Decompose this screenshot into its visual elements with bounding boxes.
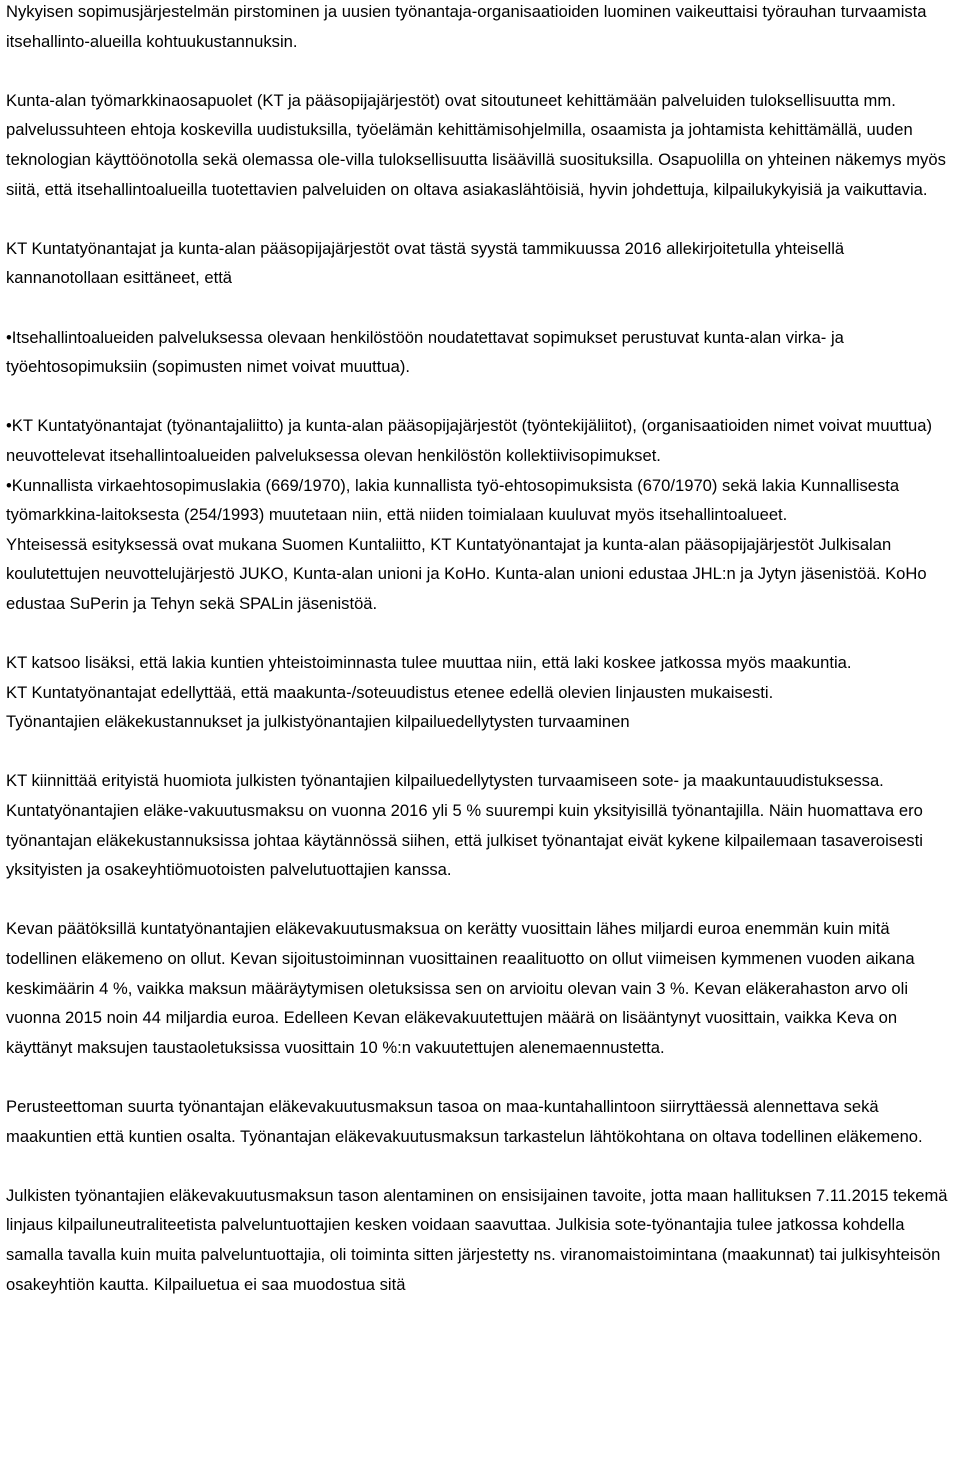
paragraph-lower-contribution: Perusteettoman suurta työnantajan eläkevakuutusmaksun tasoa on maa-kuntahallintoon siirryttäessä alennettava sekä maakuntien että kuntien osalta. Työnantajan eläkevakuutusmaksun tarkastelun lähtökohtana on oltava todellinen eläkemeno. <box>6 1096 923 1146</box>
paragraph-intro: Nykyisen sopimusjärjestelmän pirstominen ja uusien työnantaja-organisaatioiden luominen vaikeuttaisi työrauhan turvaamista itsehallinto-alueilla kohtuukustannuksin. <box>6 2 927 51</box>
paragraph-cooperation-law: KT katsoo lisäksi, että lakia kuntien yhteistoiminnasta tulee muuttaa niin, että laki koskee jatkossa myös maakuntia. <box>6 653 852 673</box>
paragraph-joint-statement: KT Kuntatyönantajat ja kunta-alan pääsopijajärjestöt ovat tästä syystä tammikuussa 2016 allekirjoitetulla yhteisellä kannanotollaan esittäneet, että <box>6 238 845 288</box>
section-heading-pension-costs: Työnantajien eläkekustannukset ja julkistyönantajien kilpailuedellytysten turvaaminen <box>6 712 630 732</box>
bullet-legislation: •Kunnallista virkaehtosopimuslakia (669/1970), lakia kunnallista työ-ehtosopimuksista (670/1970) sekä lakia Kunnallisesta työmarkkina-laitoksesta (254/1993) muutetaan niin, että niiden toimialaan kuuluvat myös itsehallintoalueet. <box>6 475 900 525</box>
paragraph-keva: Kevan päätöksillä kuntatyönantajien eläkevakuutusmaksua on kerätty vuosittain lähes miljardi euroa enemmän kuin mitä todellinen eläkemeno on ollut. Kevan sijoitustoiminnan vuosittainen reaalituotto on ollut viimeisen kymmenen vuoden aikana keskimäärin 4 %, vaikka maksun määräytymisen oletuksissa sen on arvioitu olevan vain 3 %. Kevan eläkerahaston arvo oli vuonna 2015 noin 44 miljardia euroa. Edelleen Kevan eläkevakuutettujen määrä on lisääntynyt vuosittain, vaikka Keva on käyttänyt maksujen taustaoletuksissa vuosittain 10 %:n vakuutettujen alenemaennustetta. <box>6 919 915 1057</box>
paragraph-competition: KT kiinnittää erityistä huomiota julkisten työnantajien kilpailuedellytysten turvaamiseen sote- ja maakuntauudistuksessa. Kuntatyönantajien eläke-vakuutusmaksu on vuonna 2016 yli 5 % suurempi kuin yksityisillä työnantajilla. Näin huomattava ero työnantajan eläkekustannuksissa johtaa käytännössä siihen, että julkiset työnantajat eivät kykene kilpailemaan tasaveroisesti yksityisten ja osakeyhtiömuotoisten palvelutuottajien kanssa. <box>6 771 923 880</box>
paragraph-participants: Yhteisessä esityksessä ovat mukana Suomen Kuntaliitto, KT Kuntatyönantajat ja kunta-alan pääsopijajärjestöt Julkisalan koulutettujen neuvottelujärjestö JUKO, Kunta-alan unioni ja KoHo. Kunta-alan unioni edustaa JHL:n ja Jytyn jäsenistöä. KoHo edustaa SuPerin ja Tehyn sekä SPALin jäsenistöä. <box>6 534 927 613</box>
paragraph-reform-requirement: KT Kuntatyönantajat edellyttää, että maakunta-/soteuudistus etenee edellä olevien linjausten mukaisesti. <box>6 682 774 702</box>
bullet-negotiations: •KT Kuntatyönantajat (työnantajaliitto) ja kunta-alan pääsopijajärjestöt (työntekijäliitot), (organisaatioiden nimet voivat muuttua) neuvottelevat itsehallintoalueiden palveluksessa olevan henkilöstön kollektiivisopimukset. <box>6 416 933 465</box>
bullet-agreements: •Itsehallintoalueiden palveluksessa olevaan henkilöstöön noudatettavat sopimukset perustuvat kunta-alan virka- ja työehtosopimuksiin (sopimusten nimet voivat muuttua). <box>6 327 844 377</box>
paragraph-commitments: Kunta-alan työmarkkinaosapuolet (KT ja pääsopijajärjestöt) ovat sitoutuneet kehittämään palveluiden tuloksellisuutta mm. palvelussuhteen ehtoja koskevilla uudistuksilla, työelämän kehittämisohjelmilla, osaamista ja johtamista kehittämällä, uuden teknologian käyttöönotolla sekä olemassa ole-villa tuloksellisuutta lisäävillä suosituksilla. Osapuolilla on yhteinen näkemys myös siitä, että itsehallintoalueilla tuotettavien palveluiden on oltava asiakaslähtöisiä, hyvin johdettuja, kilpailukykyisiä ja vaikuttavia. <box>6 90 946 199</box>
paragraph-neutrality: Julkisten työnantajien eläkevakuutusmaksun tason alentaminen on ensisijainen tavoite, jotta maan hallituksen 7.11.2015 tekemä linjaus kilpailuneutraliteetista palveluntuottajien kesken voidaan saavuttaa. Julkisia sote-työnantajia tulee jatkossa kohdella samalla tavalla kuin muita palveluntuottajia, oli toiminta sitten järjestetty ns. viranomaistoimintana (maakunnat) tai julkisyhteisön osakeyhtiön kautta. Kilpailuetua ei saa muodostua sitä <box>6 1185 948 1294</box>
